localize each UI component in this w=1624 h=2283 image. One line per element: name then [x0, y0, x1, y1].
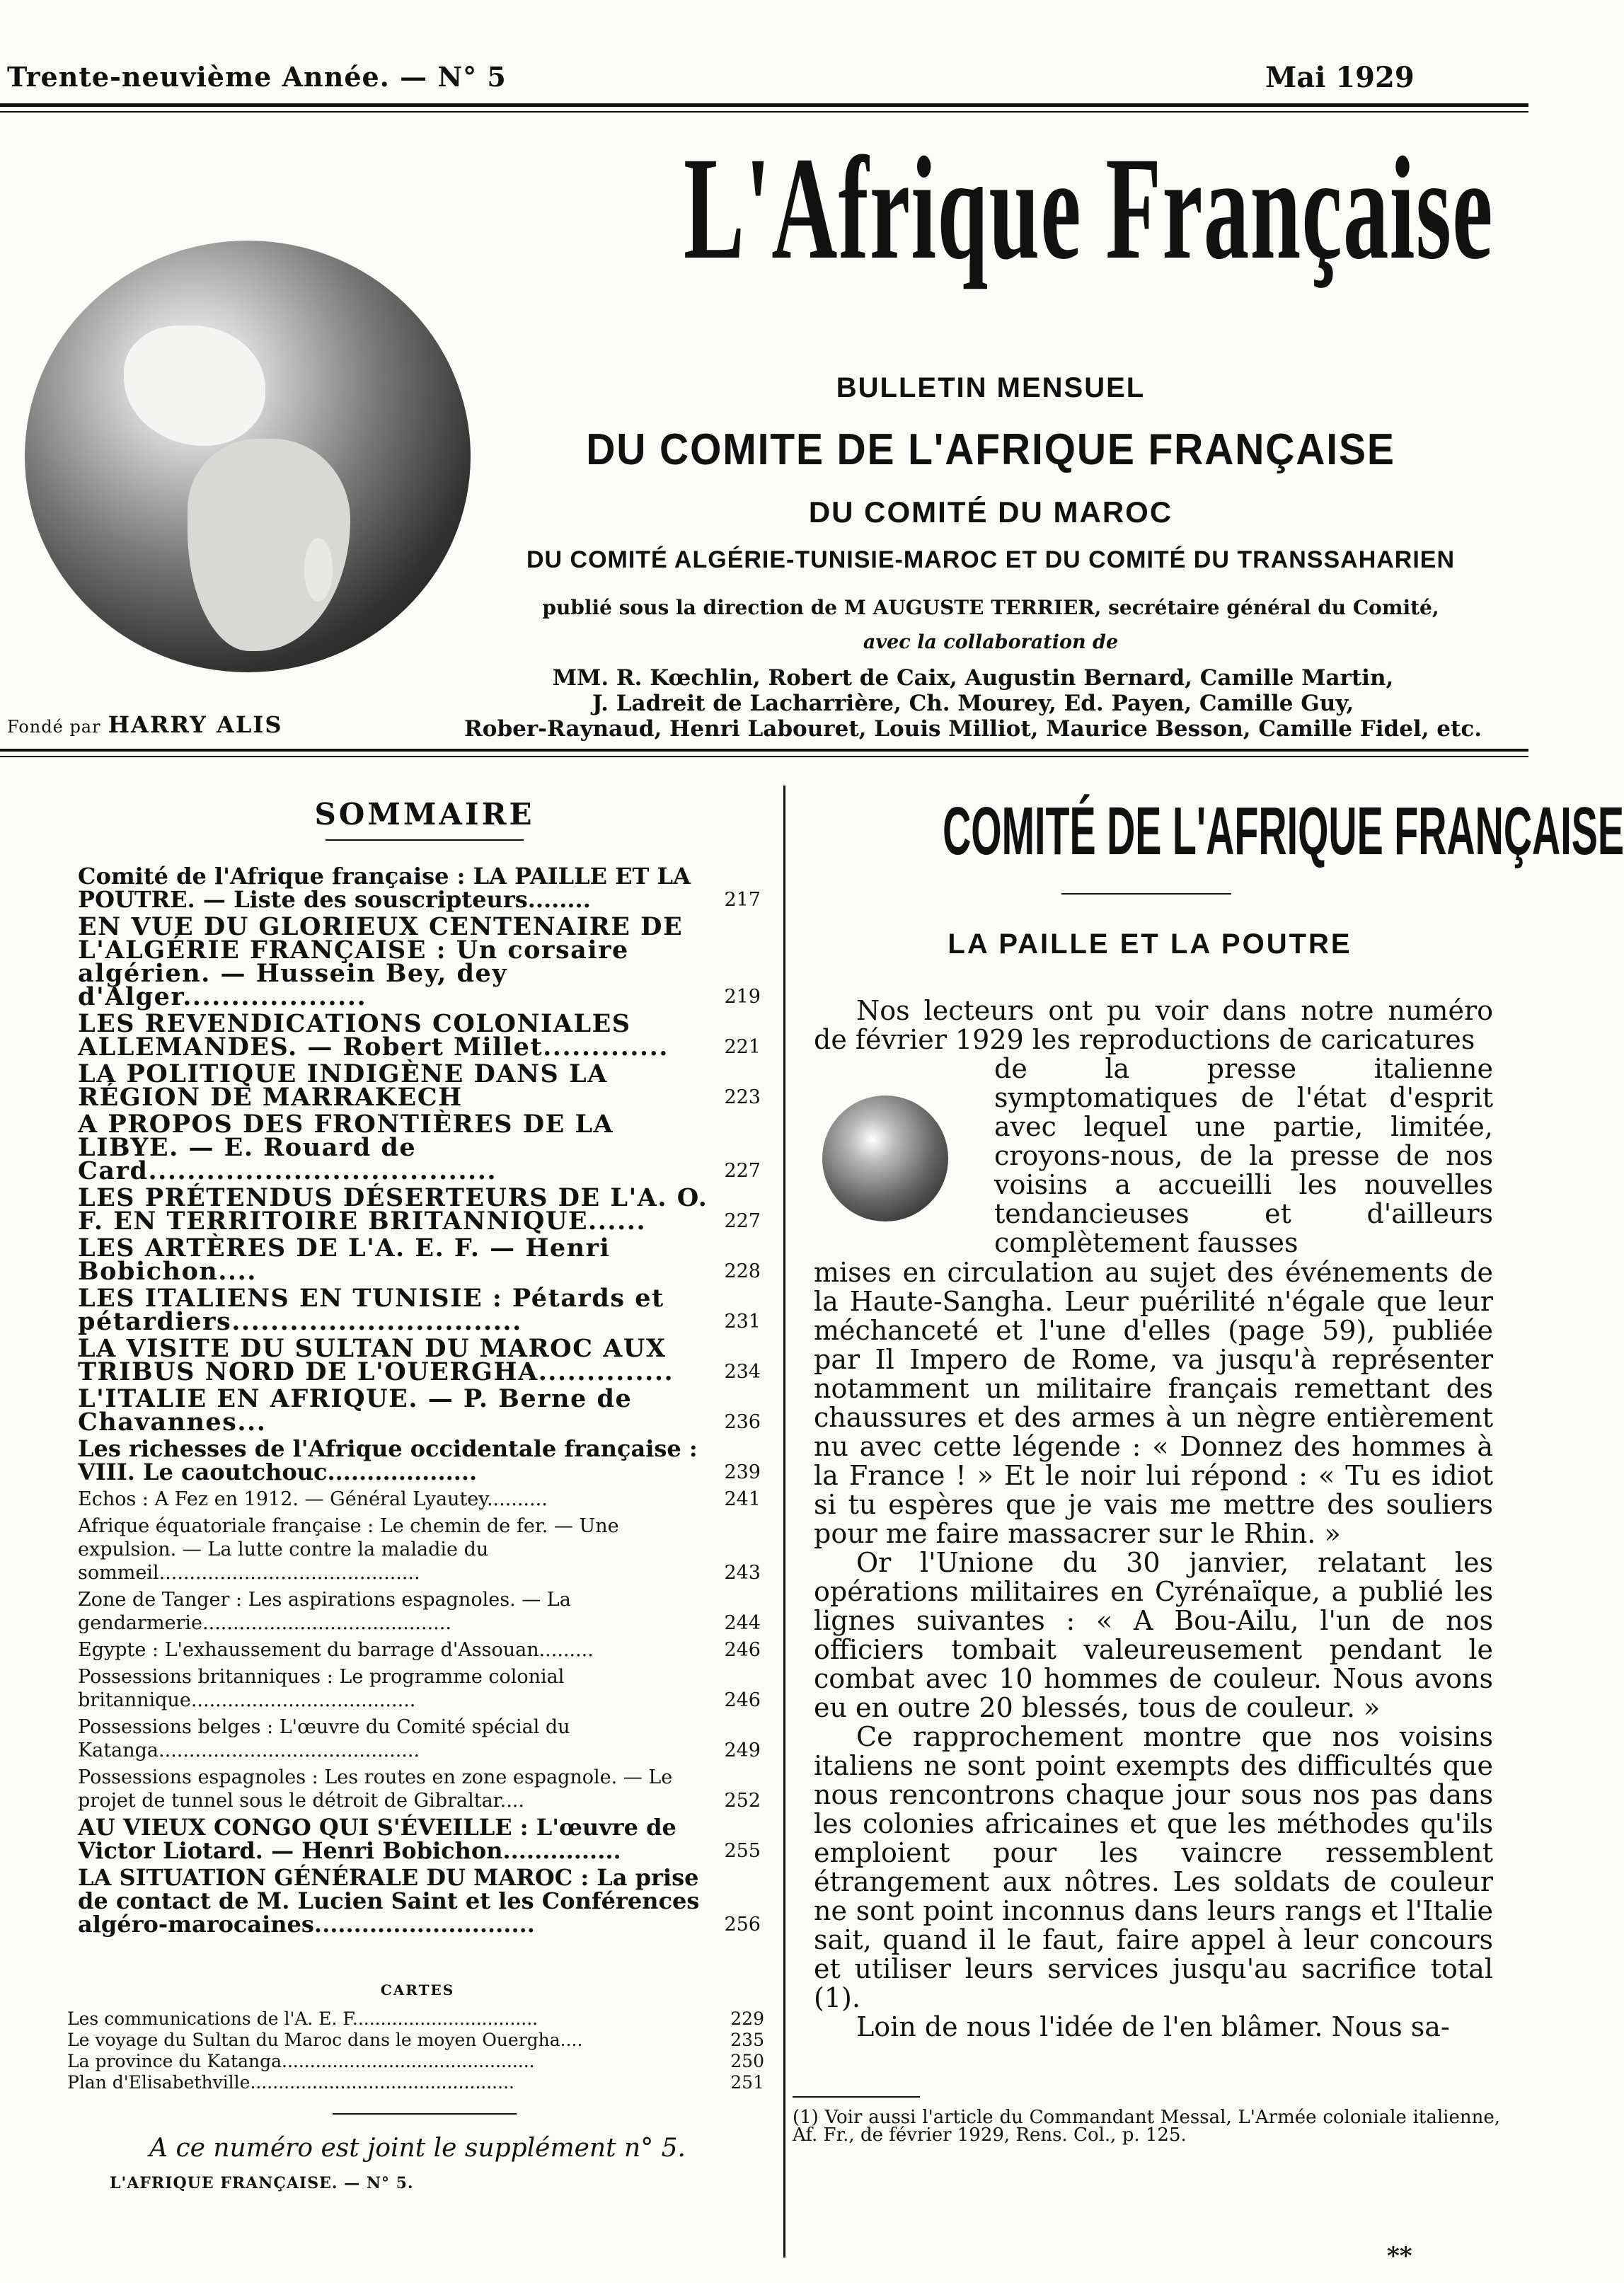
paragraph-4: Loin de nous l'idée de l'en blâmer. Nous sa-	[856, 2011, 1450, 2042]
toc-entry[interactable]: LES PRÉTENDUS DÉSERTEURS DE L'A. O. F. EN TERRITOIRE BRITANNIQUE...... 227	[78, 1183, 761, 1236]
collaborators-line-2: J. Ladreit de Lacharrière, Ch. Mourey, Ed. Payen, Camille Guy,	[592, 691, 1354, 716]
maps-heading: CARTES	[380, 1982, 455, 1999]
collaborators-line-1: MM. R. Kœchlin, Robert de Caix, Augustin Bernard, Camille Martin,	[552, 665, 1394, 691]
toc-entry[interactable]: LES ARTÈRES DE L'A. E. F. — Henri Bobichon.... 228	[78, 1233, 761, 1286]
footnote: (1) Voir aussi l'article du Commandant Messal, L'Armée coloniale italienne, Af. Fr., de février 1929, Rens. Col., p. 125.	[793, 2107, 1500, 2146]
collaborators	[432, 665, 1514, 742]
article-body	[814, 1258, 1493, 2042]
toc-entry[interactable]: Afrique équatoriale française : Le chemin de fer. — Une expulsion. — La lutte contre la maladie du sommeil........................................... 243	[78, 1515, 761, 1584]
collaborators-line-3: Rober-Raynaud, Henri Labouret, Louis Milliot, Maurice Besson, Camille Fidel, etc.	[464, 716, 1482, 742]
globe-illustration	[25, 241, 471, 672]
supplement-note: A ce numéro est joint le supplément n° 5.	[149, 2134, 686, 2163]
article-title: LA PAILLE ET LA POUTRE	[948, 928, 1352, 960]
sommaire-bottom-rule	[333, 2113, 517, 2115]
issue-signature: L'AFRIQUE FRANÇAISE. — N° 5.	[110, 2174, 414, 2192]
map-entry[interactable]: Le voyage du Sultan du Maroc dans le moyen Ouergha.... 235	[67, 2030, 764, 2050]
column-title-rule	[1061, 893, 1231, 895]
top-rule	[0, 103, 1528, 107]
founder-line	[7, 711, 282, 738]
map-entry[interactable]: Les communications de l'A. E. F................................. 229	[67, 2008, 764, 2029]
footnote-rule	[793, 2096, 920, 2098]
toc-entry[interactable]: Echos : A Fez en 1912. — Général Lyautey.......... 241	[78, 1488, 761, 1510]
issue-line: Trente-neuvième Année. — N° 5	[7, 61, 507, 93]
toc-entry[interactable]: Possessions belges : L'œuvre du Comité spécial du Katanga........................................... 249	[78, 1716, 761, 1761]
article-wrap	[994, 1054, 1493, 1258]
toc-entry[interactable]: AU VIEUX CONGO QUI S'ÉVEILLE : L'œuvre de Victor Liotard. — Henri Bobichon............... 255	[78, 1814, 761, 1864]
sommaire-rule	[326, 839, 524, 841]
map-entry[interactable]: Plan d'Elisabethville............................................... 251	[67, 2072, 764, 2093]
bulletin-label: BULLETIN MENSUEL	[836, 372, 1146, 403]
top-rule-thin	[0, 111, 1528, 113]
committee-title: DU COMITE DE L'AFRIQUE FRANÇAISE	[586, 425, 1395, 474]
toc-entry[interactable]: Possessions britanniques : Le programme colonial britannique..................................... 246	[78, 1666, 761, 1711]
table-of-contents	[78, 865, 761, 1940]
article-wrap-text: de la presse italienne symptomatiques de l'état d'esprit avec lequel une partie, limitée, croyons-nous, de la presse de nos voisins a accueilli les nouvelles tendancieuses et d'ailleurs complètement fausses	[994, 1053, 1493, 1258]
article-intro-text: Nos lecteurs ont pu voir dans notre numéro de février 1929 les reproductions de caricatures	[814, 995, 1493, 1055]
paragraph-1-rest: mises en circulation au sujet des événements de la Haute-Sangha. Leur puérilité n'égale que leur méchanceté et l'une d'elles (page 59), publiée par Il Impero de Rome, va jusqu'à représenter notamment un militaire français remettant des chaussures et des armes à un nègre entièrement nu avec cette légende : « Donnez des hommes à la France ! » Et le noir lui répond : « Tu es idiot si tu espères que je vais me mettre des souliers pour me faire massacrer sur le Rhin. »	[814, 1257, 1493, 1549]
map-entry[interactable]: La province du Katanga............................................. 250	[67, 2051, 764, 2071]
toc-entry[interactable]: Zone de Tanger : Les aspirations espagnoles. — La gendarmerie......................................... 244	[78, 1589, 761, 1634]
issue-date: Mai 1929	[1265, 61, 1415, 94]
article-intro	[814, 996, 1493, 1054]
founder-prefix: Fondé par	[7, 717, 101, 737]
toc-entry[interactable]: EN VUE DU GLORIEUX CENTENAIRE DE L'ALGÉRIE FRANÇAISE : Un corsaire algérien. — Hussein Bey, dey d'Alger................... 219	[78, 912, 761, 1011]
sommaire-title: SOMMAIRE	[314, 797, 535, 832]
maps-list	[67, 2008, 764, 2093]
paragraph-2: Or l'Unione du 30 janvier, relatant les opérations militaires en Cyrénaïque, a publié les lignes suivantes : « A Bou-Ailu, l'un de nos officiers tombait valeureusement pendant le combat avec 10 hommes de couleur. Nous avons eu en outre 20 blessés, tous de couleur. »	[814, 1547, 1493, 1723]
toc-entry[interactable]: LA VISITE DU SULTAN DU MAROC AUX TRIBUS NORD DE L'OUERGHA.............. 234	[78, 1334, 761, 1386]
toc-entry[interactable]: LES ITALIENS EN TUNISIE : Pétards et pétardiers.............................. 231	[78, 1284, 761, 1336]
other-committees: DU COMITÉ ALGÉRIE-TUNISIE-MAROC ET DU COMITÉ DU TRANSSAHARIEN	[526, 546, 1456, 573]
toc-entry[interactable]: LA SITUATION GÉNÉRALE DU MAROC : La prise de contact de M. Lucien Saint et les Conférences algéro-marocaines............................ 256	[78, 1864, 761, 1938]
small-globe-ornament	[822, 1096, 948, 1221]
toc-entry[interactable]: Comité de l'Afrique française : LA PAILLE ET LA POUTRE. — Liste des souscripteurs........ 217	[78, 863, 761, 913]
toc-entry[interactable]: LA POLITIQUE INDIGÈNE DANS LA RÉGION DE MARRAKECH 223	[78, 1059, 761, 1112]
header-bottom-rule-thin	[0, 756, 1528, 757]
toc-entry[interactable]: Egypte : L'exhaussement du barrage d'Assouan......... 246	[78, 1639, 761, 1661]
toc-entry[interactable]: A PROPOS DES FRONTIÈRES DE LA LIBYE. — E. Rouard de Card.................................... 227	[78, 1110, 761, 1185]
header-bottom-rule	[0, 749, 1528, 752]
direction-line: publié sous la direction de M AUGUSTE TERRIER, secrétaire général du Comité,	[542, 596, 1439, 619]
column-divider	[783, 786, 785, 2258]
collaboration-label: avec la collaboration de	[863, 631, 1119, 653]
founder-name: HARRY ALIS	[108, 711, 283, 738]
toc-entry[interactable]: Les richesses de l'Afrique occidentale française : VIII. Le caoutchouc................... 239	[78, 1435, 761, 1485]
ornament-stars: **	[1387, 2242, 1412, 2270]
toc-entry[interactable]: L'ITALIE EN AFRIQUE. — P. Berne de Chavannes... 236	[78, 1384, 761, 1437]
paragraph-3: Ce rapprochement montre que nos voisins italiens ne sont point exempts des difficultés que nous rencontrons chaque jour sous nos pas dans les colonies africaines et que les méthodes qu'ils emploient pour les vaincre ressemblent étrangement aux nôtres. Les soldats de couleur ne sont point inconnus dans leurs rangs et l'Italie sait, quand il le faut, faire appel à leur concours et utiliser leurs services jusqu'au sacrifice total (1).	[814, 1721, 1493, 2013]
maroc-committee: DU COMITÉ DU MAROC	[808, 495, 1173, 529]
toc-entry[interactable]: LES REVENDICATIONS COLONIALES ALLEMANDES. — Robert Millet............. 221	[78, 1009, 761, 1062]
toc-entry[interactable]: Possessions espagnoles : Les routes en zone espagnole. — Le projet de tunnel sous le détroit de Gibraltar.... 252	[78, 1766, 761, 1812]
masthead-title: L'Afrique Française	[684, 127, 1494, 289]
column-title: COMITÉ DE L'AFRIQUE FRANÇAISE	[943, 793, 1624, 869]
